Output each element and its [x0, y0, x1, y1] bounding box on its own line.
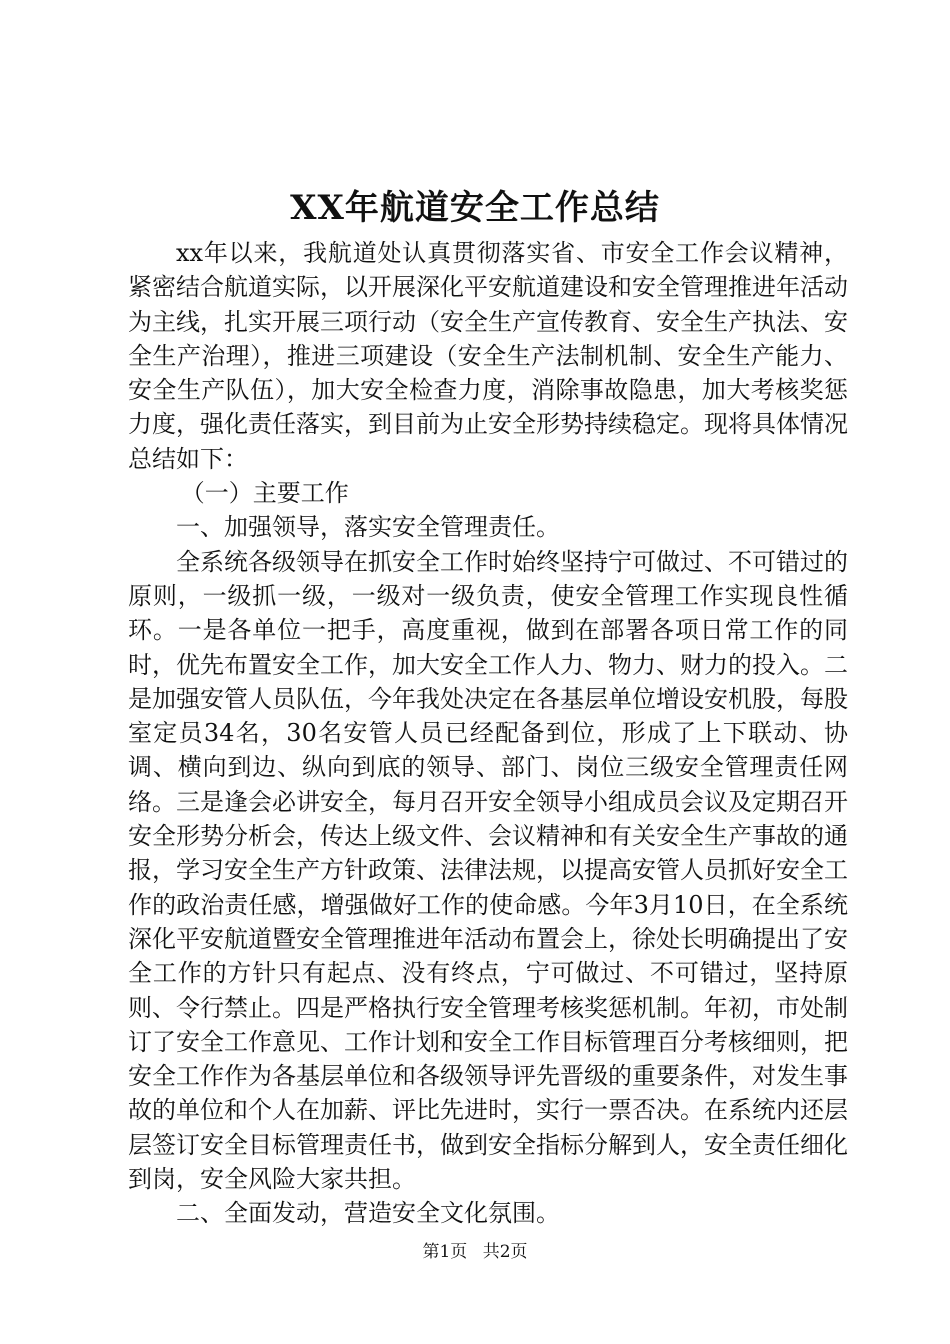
leadership-paragraph: 全系统各级领导在抓安全工作时始终坚持宁可做过、不可错过的原则，一级抓一级，一级对一级负责，使安全管理工作实现良性循环。一是各单位一把手，高度重视，做到在部署各项日常工作的同时，优先布置安全工作，加大安全工作人力、物力、财力的投入。二是加强安管人员队伍，今年我处决定在各基层单位增设安机股，每股室定员34名，30名安管人员已经配备到位，形成了上下联动、协调、横向到边、纵向到底的领导、部门、岗位三级安全管理责任网络。三是逢会必讲安全，每月召开安全领导小组成员会议及定期召开安全形势分析会，传达上级文件、会议精神和有关安全生产事故的通报，学习安全生产方针政策、法律法规，以提高安管人员抓好安全工作的政治责任感，增强做好工作的使命感。今年3月10日，在全系统深化平安航道暨安全管理推进年活动布置会上，徐处长明确提出了安全工作的方针只有起点、没有终点，宁可做过、不可错过，坚持原则、令行禁止。四是严格执行安全管理考核奖惩机制。年初，市处制订了安全工作意见、工作计划和安全工作目标管理百分考核细则，把安全工作作为各基层单位和各级领导评先晋级的重要条件，对发生事故的单位和个人在加薪、评比先进时，实行一票否决。在系统内还层层签订安全目标管理责任书，做到安全指标分解到人，安全责任细化到岗，安全风险大家共担。 — [128, 547, 848, 1194]
page-total: 共2页 — [482, 1242, 528, 1262]
section-heading-leadership: 一、加强领导，落实安全管理责任。 — [176, 513, 560, 542]
section-heading-safety-culture: 二、全面发动，营造安全文化氛围。 — [176, 1199, 560, 1228]
page-number: 第1页 — [422, 1242, 468, 1262]
document-title: XX年航道安全工作总结 — [290, 188, 660, 228]
page-footer — [0, 1240, 950, 1264]
document-body — [128, 236, 848, 1231]
intro-paragraph: xx年以来，我航道处认真贯彻落实省、市安全工作会议精神，紧密结合航道实际，以开展深化平安航道建设和安全管理推进年活动为主线，扎实开展三项行动（安全生产宣传教育、安全生产执法、安全生产治理），推进三项建设（安全生产法制机制、安全生产能力、安全生产队伍），加大安全检查力度，消除事故隐患，加大考核奖惩力度，强化责任落实，到目前为止安全形势持续稳定。现将具体情况总结如下： — [128, 239, 848, 473]
section-heading-main-work: （一）主要工作 — [180, 479, 349, 508]
